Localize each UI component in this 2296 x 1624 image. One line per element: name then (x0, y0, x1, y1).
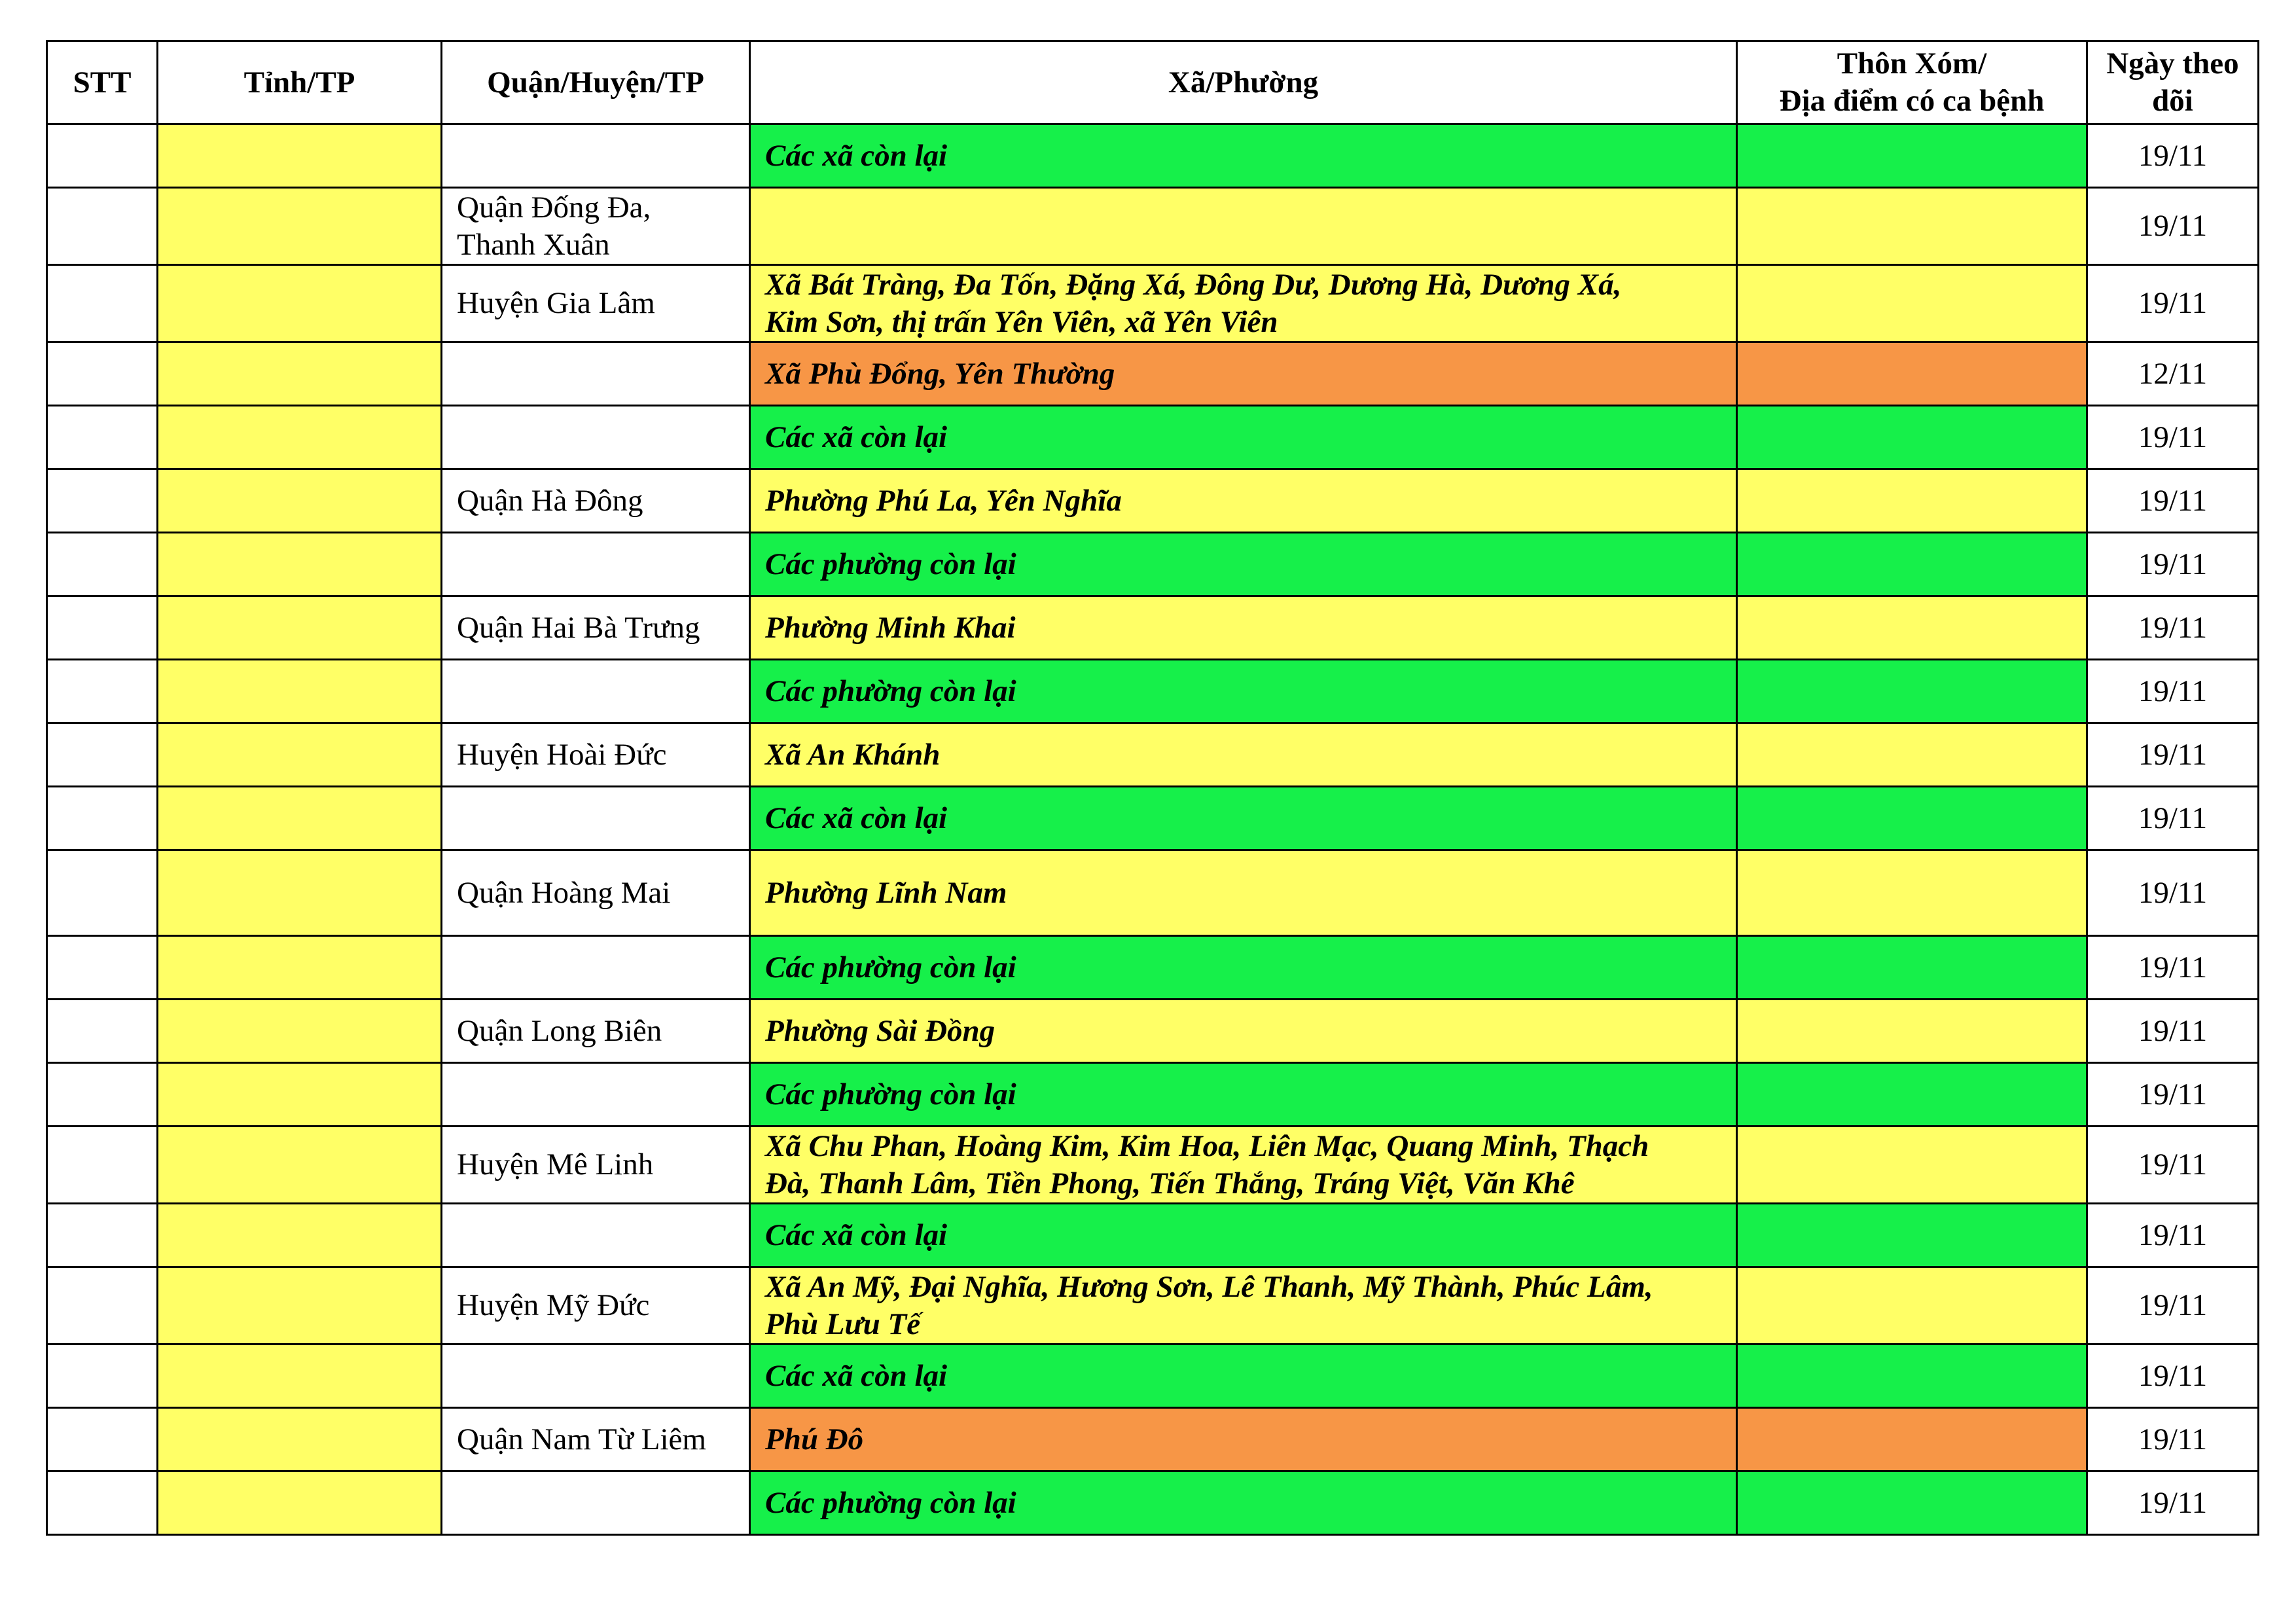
village-cell (1737, 406, 2087, 469)
province-cell (158, 1267, 442, 1344)
village-cell (1737, 469, 2087, 533)
date-cell: 12/11 (2087, 342, 2259, 406)
header-row (47, 41, 2259, 124)
village-cell (1737, 850, 2087, 936)
province-cell (158, 787, 442, 850)
village-cell (1737, 1204, 2087, 1267)
village-cell (1737, 124, 2087, 188)
ward-cell: Xã Bát Tràng, Đa Tốn, Đặng Xá, Đông Dư, Dương Hà, Dương Xá, Kim Sơn, thị trấn Yên Viên, xã Yên Viên (750, 265, 1737, 342)
stt-cell (47, 469, 158, 533)
district-cell (442, 406, 750, 469)
ward-cell: Xã Chu Phan, Hoàng Kim, Kim Hoa, Liên Mạc, Quang Minh, Thạch Đà, Thanh Lâm, Tiền Phong, Tiến Thắng, Tráng Việt, Văn Khê (750, 1127, 1737, 1204)
village-cell (1737, 787, 2087, 850)
stt-cell (47, 342, 158, 406)
province-cell (158, 265, 442, 342)
table-row (47, 1063, 2259, 1127)
village-cell (1737, 265, 2087, 342)
stt-cell (47, 1344, 158, 1408)
stt-cell (47, 124, 158, 188)
date-cell: 19/11 (2087, 1127, 2259, 1204)
district-cell: Quận Hà Đông (442, 469, 750, 533)
district-cell: Quận Long Biên (442, 1000, 750, 1063)
date-cell: 19/11 (2087, 1204, 2259, 1267)
date-cell: 19/11 (2087, 533, 2259, 596)
district-cell (442, 124, 750, 188)
stt-cell (47, 265, 158, 342)
date-cell: 19/11 (2087, 188, 2259, 265)
province-cell (158, 188, 442, 265)
date-cell: 19/11 (2087, 1267, 2259, 1344)
village-cell (1737, 1408, 2087, 1471)
table-row (47, 1471, 2259, 1535)
stt-cell (47, 787, 158, 850)
table-row (47, 723, 2259, 787)
district-cell (442, 533, 750, 596)
table-row (47, 533, 2259, 596)
table-row (47, 1000, 2259, 1063)
district-cell (442, 1063, 750, 1127)
table-row (47, 1204, 2259, 1267)
date-cell: 19/11 (2087, 1344, 2259, 1408)
table-row (47, 936, 2259, 1000)
table-row (47, 1344, 2259, 1408)
table-row (47, 1408, 2259, 1471)
header-district: Quận/Huyện/TP (442, 41, 750, 124)
province-cell (158, 596, 442, 660)
ward-cell: Các xã còn lại (750, 1204, 1737, 1267)
province-cell (158, 1204, 442, 1267)
village-cell (1737, 1063, 2087, 1127)
district-cell (442, 342, 750, 406)
table-row (47, 787, 2259, 850)
province-cell (158, 660, 442, 723)
province-cell (158, 1471, 442, 1535)
stt-cell (47, 1267, 158, 1344)
district-cell: Huyện Hoài Đức (442, 723, 750, 787)
stt-cell (47, 936, 158, 1000)
stt-cell (47, 406, 158, 469)
ward-cell: Các phường còn lại (750, 533, 1737, 596)
village-cell (1737, 1471, 2087, 1535)
province-cell (158, 723, 442, 787)
district-cell (442, 1204, 750, 1267)
province-cell (158, 1063, 442, 1127)
province-cell (158, 1127, 442, 1204)
province-cell (158, 406, 442, 469)
table-row (47, 850, 2259, 936)
date-cell: 19/11 (2087, 1063, 2259, 1127)
district-cell: Quận Hai Bà Trưng (442, 596, 750, 660)
province-cell (158, 850, 442, 936)
ward-cell: Các xã còn lại (750, 406, 1737, 469)
stt-cell (47, 1063, 158, 1127)
ward-cell: Các xã còn lại (750, 124, 1737, 188)
district-cell (442, 1471, 750, 1535)
stt-cell (47, 188, 158, 265)
village-cell (1737, 596, 2087, 660)
ward-cell: Phường Sài Đồng (750, 1000, 1737, 1063)
header-province: Tỉnh/TP (158, 41, 442, 124)
date-cell: 19/11 (2087, 124, 2259, 188)
province-cell (158, 1344, 442, 1408)
village-cell (1737, 660, 2087, 723)
header-ward: Xã/Phường (750, 41, 1737, 124)
village-cell (1737, 1344, 2087, 1408)
stt-cell (47, 1127, 158, 1204)
date-cell: 19/11 (2087, 936, 2259, 1000)
ward-cell: Xã An Mỹ, Đại Nghĩa, Hương Sơn, Lê Thanh, Mỹ Thành, Phúc Lâm, Phù Lưu Tế (750, 1267, 1737, 1344)
header-date: Ngày theo dõi (2087, 41, 2259, 124)
province-cell (158, 124, 442, 188)
ward-cell (750, 188, 1737, 265)
stt-cell (47, 660, 158, 723)
village-cell (1737, 188, 2087, 265)
province-cell (158, 533, 442, 596)
header-village: Thôn Xóm/ Địa điểm có ca bệnh (1737, 41, 2087, 124)
ward-cell: Phường Lĩnh Nam (750, 850, 1737, 936)
stt-cell (47, 1471, 158, 1535)
district-cell: Quận Hoàng Mai (442, 850, 750, 936)
district-cell: Huyện Mỹ Đức (442, 1267, 750, 1344)
ward-cell: Xã Phù Đổng, Yên Thường (750, 342, 1737, 406)
ward-cell: Các phường còn lại (750, 1471, 1737, 1535)
province-cell (158, 342, 442, 406)
province-cell (158, 469, 442, 533)
zoning-table (46, 40, 2259, 1536)
date-cell: 19/11 (2087, 596, 2259, 660)
table-row (47, 124, 2259, 188)
district-cell: Quận Nam Từ Liêm (442, 1408, 750, 1471)
date-cell: 19/11 (2087, 660, 2259, 723)
table-row (47, 342, 2259, 406)
district-cell (442, 787, 750, 850)
village-cell (1737, 533, 2087, 596)
table-row (47, 469, 2259, 533)
village-cell (1737, 342, 2087, 406)
province-cell (158, 1000, 442, 1063)
district-cell: Quận Đống Đa, Thanh Xuân (442, 188, 750, 265)
stt-cell (47, 1204, 158, 1267)
village-cell (1737, 1000, 2087, 1063)
ward-cell: Các xã còn lại (750, 787, 1737, 850)
date-cell: 19/11 (2087, 1000, 2259, 1063)
province-cell (158, 936, 442, 1000)
table-row (47, 660, 2259, 723)
province-cell (158, 1408, 442, 1471)
ward-cell: Các phường còn lại (750, 936, 1737, 1000)
date-cell: 19/11 (2087, 787, 2259, 850)
ward-cell: Phú Đô (750, 1408, 1737, 1471)
village-cell (1737, 1267, 2087, 1344)
village-cell (1737, 1127, 2087, 1204)
ward-cell: Các phường còn lại (750, 660, 1737, 723)
stt-cell (47, 850, 158, 936)
district-cell (442, 936, 750, 1000)
village-cell (1737, 936, 2087, 1000)
table-row (47, 188, 2259, 265)
ward-cell: Phường Phú La, Yên Nghĩa (750, 469, 1737, 533)
district-cell: Huyện Mê Linh (442, 1127, 750, 1204)
table-row (47, 406, 2259, 469)
ward-cell: Xã An Khánh (750, 723, 1737, 787)
table-row (47, 265, 2259, 342)
table-row (47, 1127, 2259, 1204)
stt-cell (47, 596, 158, 660)
date-cell: 19/11 (2087, 1471, 2259, 1535)
date-cell: 19/11 (2087, 265, 2259, 342)
ward-cell: Phường Minh Khai (750, 596, 1737, 660)
header-stt: STT (47, 41, 158, 124)
date-cell: 19/11 (2087, 469, 2259, 533)
ward-cell: Các xã còn lại (750, 1344, 1737, 1408)
date-cell: 19/11 (2087, 850, 2259, 936)
date-cell: 19/11 (2087, 1408, 2259, 1471)
stt-cell (47, 533, 158, 596)
table-body (47, 124, 2259, 1535)
date-cell: 19/11 (2087, 406, 2259, 469)
date-cell: 19/11 (2087, 723, 2259, 787)
village-cell (1737, 723, 2087, 787)
district-cell: Huyện Gia Lâm (442, 265, 750, 342)
ward-cell: Các phường còn lại (750, 1063, 1737, 1127)
table-row (47, 596, 2259, 660)
stt-cell (47, 1000, 158, 1063)
district-cell (442, 1344, 750, 1408)
table-row (47, 1267, 2259, 1344)
stt-cell (47, 723, 158, 787)
stt-cell (47, 1408, 158, 1471)
district-cell (442, 660, 750, 723)
